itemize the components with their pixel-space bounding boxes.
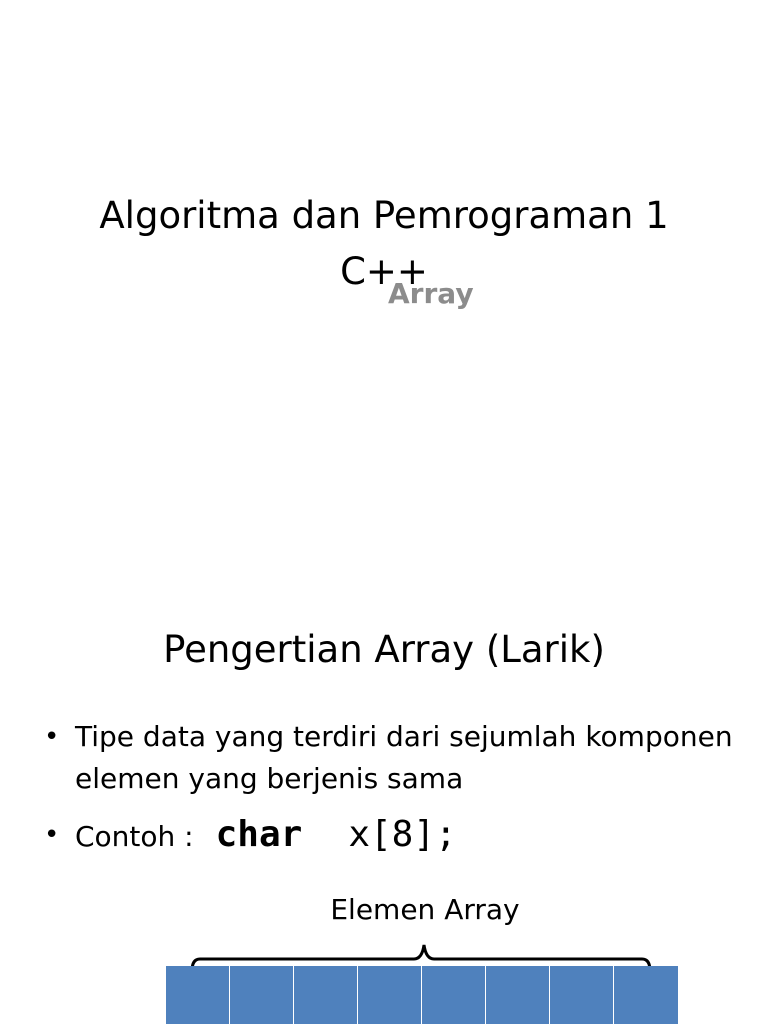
slide-title-line2: C++ [340, 250, 428, 293]
code-keyword: char [215, 814, 303, 855]
bullet-dot-icon: • [44, 722, 60, 752]
array-cell [294, 966, 358, 1024]
code-declaration: x[8]; [348, 814, 457, 855]
array-cell [614, 966, 678, 1024]
array-cell [422, 966, 486, 1024]
array-cell [486, 966, 550, 1024]
slide-2-title: Pengertian Array (Larik) [163, 628, 605, 671]
slide-subtitle: Array [388, 277, 474, 310]
array-cell [358, 966, 422, 1024]
bullet-text: Contoh : [75, 820, 194, 853]
diagram-label: Elemen Array [330, 893, 520, 926]
bullet-example [75, 814, 735, 858]
bullet-dot-icon: • [44, 820, 60, 850]
slide-title-line1: Algoritma dan Pemrograman 1 [99, 194, 669, 237]
array-cell [166, 966, 230, 1024]
array-cell [550, 966, 614, 1024]
array-diagram [166, 966, 678, 1024]
array-cell [230, 966, 294, 1024]
bullet-text: Tipe data yang terdiri dari sejumlah komponen elemen yang berjenis sama [75, 720, 733, 795]
